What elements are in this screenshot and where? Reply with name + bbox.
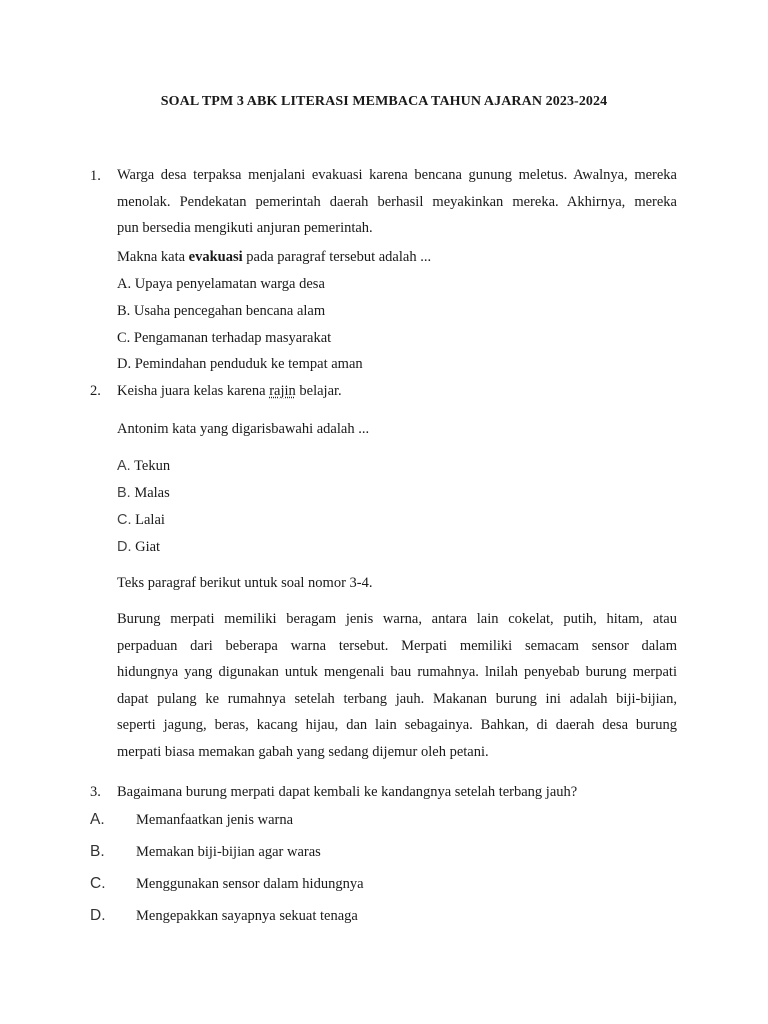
passage-line: Burung merpati memiliki beragam jenis warna, antara lain cokelat, putih, hitam, atau — [117, 611, 677, 627]
question-2-option-b: B. Malas — [117, 485, 170, 501]
question-1-line: pun bersedia mengikuti anjuran pemerintah. — [117, 220, 373, 237]
passage-line: seperti jagung, beras, kacang hijau, dan lain sebagainya. Bahkan, di daerah desa burung — [117, 717, 677, 734]
question-2-option-c: C. Lalai — [117, 512, 165, 528]
question-3-option-d-text: Mengepakkan sayapnya sekuat tenaga — [136, 908, 358, 924]
question-1-option-a: A. Upaya penyelamatan warga desa — [117, 276, 325, 292]
question-1-line: menolak. Pendekatan pemerintah daerah berhasil meyakinkan mereka. Akhirnya, mereka — [117, 193, 677, 210]
passage-line: hidungnya yang digunakan untuk mengenali bau rumahnya. lnilah penyebab burung merpati — [117, 664, 677, 681]
question-1-option-c: C. Pengamanan terhadap masyarakat — [117, 330, 332, 346]
question-2-option-a: A. Tekun — [117, 458, 171, 474]
question-2-prompt: Antonim kata yang digarisbawahi adalah ... — [117, 421, 370, 437]
question-2-option-d: D. Giat — [117, 539, 161, 555]
question-3-option-b-text: Memakan biji-bijian agar waras — [136, 844, 321, 860]
question-3-option-d-letter: D. — [90, 907, 106, 924]
question-1-prompt: Makna kata evakuasi pada paragraf tersebut adalah ... — [117, 249, 432, 265]
question-2-number: 2. — [90, 383, 101, 399]
question-3-prompt: Bagaimana burung merpati dapat kembali ke kandangnya setelah terbang jauh? — [117, 784, 578, 800]
passage-line: merpati biasa memakan gabah yang sedang dijemur oleh petani. — [117, 743, 489, 760]
question-1-number: 1. — [90, 168, 101, 184]
question-1-option-b: B. Usaha pencegahan bencana alam — [117, 303, 326, 319]
question-2-underlined-word: rajin — [269, 383, 296, 399]
passage-intro: Teks paragraf berikut untuk soal nomor 3-4. — [117, 575, 373, 591]
question-3-option-b-letter: B. — [90, 843, 105, 860]
question-1-option-d: D. Pemindahan penduduk ke tempat aman — [117, 356, 363, 372]
question-3-option-c-letter: C. — [90, 875, 106, 892]
question-3-option-a-letter: A. — [90, 811, 105, 828]
question-1-stimulus — [117, 162, 677, 242]
question-3-option-a-text: Memanfaatkan jenis warna — [136, 812, 294, 828]
question-1-line: Warga desa terpaksa menjalani evakuasi karena bencana gunung meletus. Awalnya, mereka — [117, 167, 677, 183]
question-3-option-c-text: Menggunakan sensor dalam hidungnya — [136, 876, 364, 892]
document-title: SOAL TPM 3 ABK LITERASI MEMBACA TAHUN AJARAN 2023-2024 — [160, 94, 608, 109]
question-1-keyword: evakuasi — [188, 249, 243, 265]
passage-line: perpaduan dari beberapa warna tersebut. Merpati memiliki semacam sensor dalam — [117, 637, 677, 654]
question-2-sentence: Keisha juara kelas karena rajin belajar. — [117, 383, 342, 399]
passage-line: dapat pulang ke rumahnya setelah terbang jauh. Makanan burung ini adalah biji-bijian, — [117, 690, 677, 707]
question-3-number: 3. — [90, 784, 101, 800]
passage-text — [117, 606, 677, 766]
